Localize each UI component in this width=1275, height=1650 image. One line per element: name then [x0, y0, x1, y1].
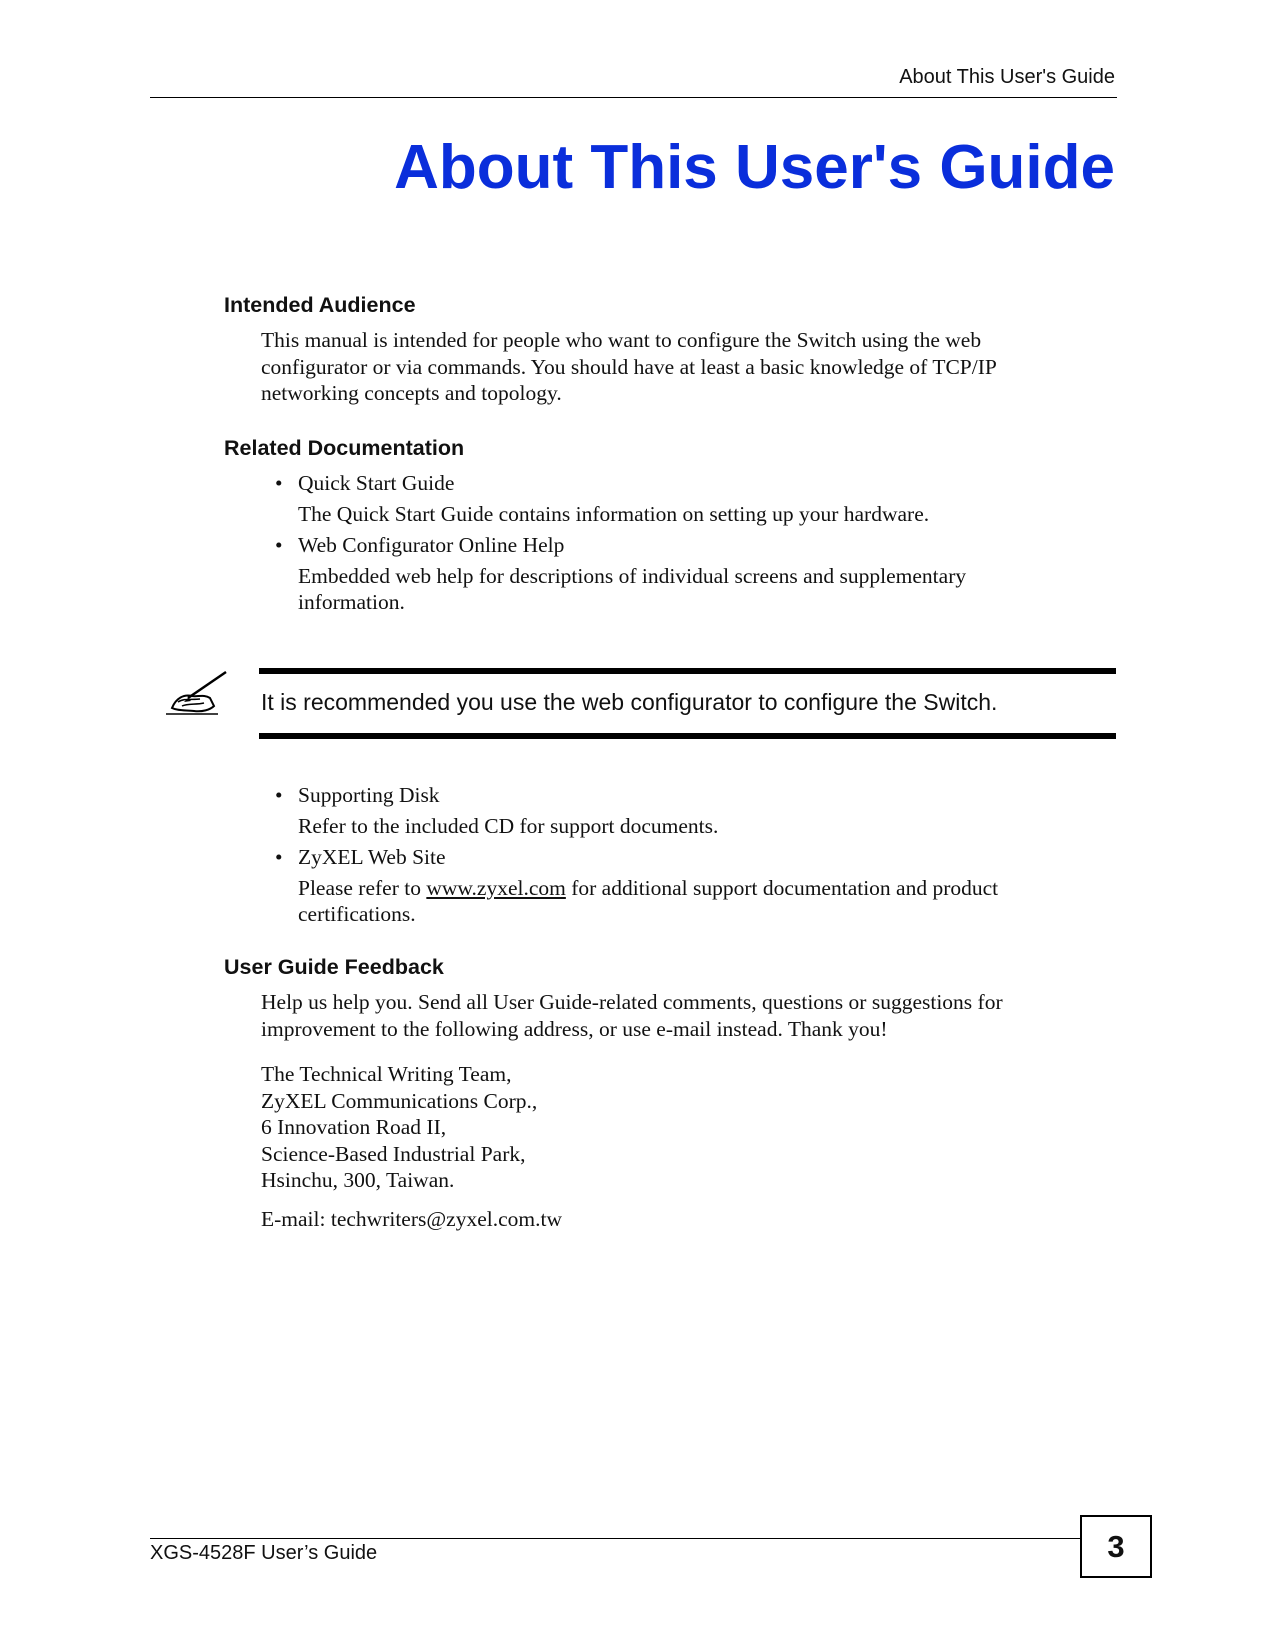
address-line: ZyXEL Communications Corp.,: [261, 1088, 538, 1113]
page-title: About This User's Guide: [394, 133, 1115, 202]
list-item: [275, 470, 1075, 527]
feedback-heading: User Guide Feedback: [224, 955, 444, 979]
note-top-rule: [259, 668, 1116, 674]
doc-description-zyxel-web-site: [298, 875, 1075, 928]
bullet-icon: •: [275, 471, 283, 495]
doc-description-supporting-disk: Refer to the included CD for support documents.: [298, 813, 719, 838]
feedback-email: E-mail: techwriters@zyxel.com.tw: [261, 1207, 562, 1231]
doc-title-zyxel-web-site: ZyXEL Web Site: [298, 845, 446, 869]
intended-audience-text: This manual is intended for people who want to configure the Switch using the web configurator or via commands. You should have at least a basic knowledge of TCP/IP networking concepts and topology.: [261, 328, 997, 405]
footer-guide-name: XGS-4528F User’s Guide: [150, 1542, 378, 1564]
web-site-suffix: for additional support documentation and product certifications.: [298, 875, 999, 926]
doc-title-online-help: Web Configurator Online Help: [298, 533, 565, 557]
zyxel-website-link[interactable]: www.zyxel.com: [426, 875, 566, 900]
note-bottom-rule: [259, 733, 1116, 739]
address-block: [261, 1061, 861, 1194]
note-pencil-icon: [164, 668, 230, 716]
related-documentation-list-continued: [275, 782, 1075, 928]
header-rule: [150, 97, 1117, 98]
footer-rule: [150, 1538, 1082, 1539]
list-item: [275, 782, 1075, 839]
doc-description-quick-start: The Quick Start Guide contains information on setting up your hardware.: [298, 501, 930, 526]
doc-title-supporting-disk: Supporting Disk: [298, 783, 440, 807]
bullet-icon: •: [275, 845, 283, 869]
pencil-hand-icon: [164, 668, 230, 716]
doc-title-quick-start: Quick Start Guide: [298, 471, 455, 495]
bullet-icon: •: [275, 533, 283, 557]
feedback-text: Help us help you. Send all User Guide-related comments, questions or suggestions for improvement to the following address, or use e-mail instead. Thank you!: [261, 990, 1003, 1041]
page-number: 3: [1080, 1515, 1152, 1578]
address-line: 6 Innovation Road II,: [261, 1115, 447, 1139]
running-header: About This User's Guide: [899, 66, 1115, 88]
bullet-icon: •: [275, 783, 283, 807]
list-item: [275, 532, 1075, 616]
address-line: Hsinchu, 300, Taiwan.: [261, 1168, 455, 1192]
address-line: The Technical Writing Team,: [261, 1062, 512, 1086]
address-line: Science-Based Industrial Park,: [261, 1141, 526, 1166]
related-documentation-list: [275, 470, 1075, 616]
related-documentation-heading: Related Documentation: [224, 436, 465, 460]
note-text: It is recommended you use the web configurator to configure the Switch.: [261, 689, 998, 715]
web-site-prefix: Please refer to: [298, 875, 421, 900]
intended-audience-heading: Intended Audience: [224, 293, 416, 317]
doc-description-online-help: Embedded web help for descriptions of individual screens and supplementary information.: [298, 563, 967, 614]
list-item: [275, 844, 1075, 928]
